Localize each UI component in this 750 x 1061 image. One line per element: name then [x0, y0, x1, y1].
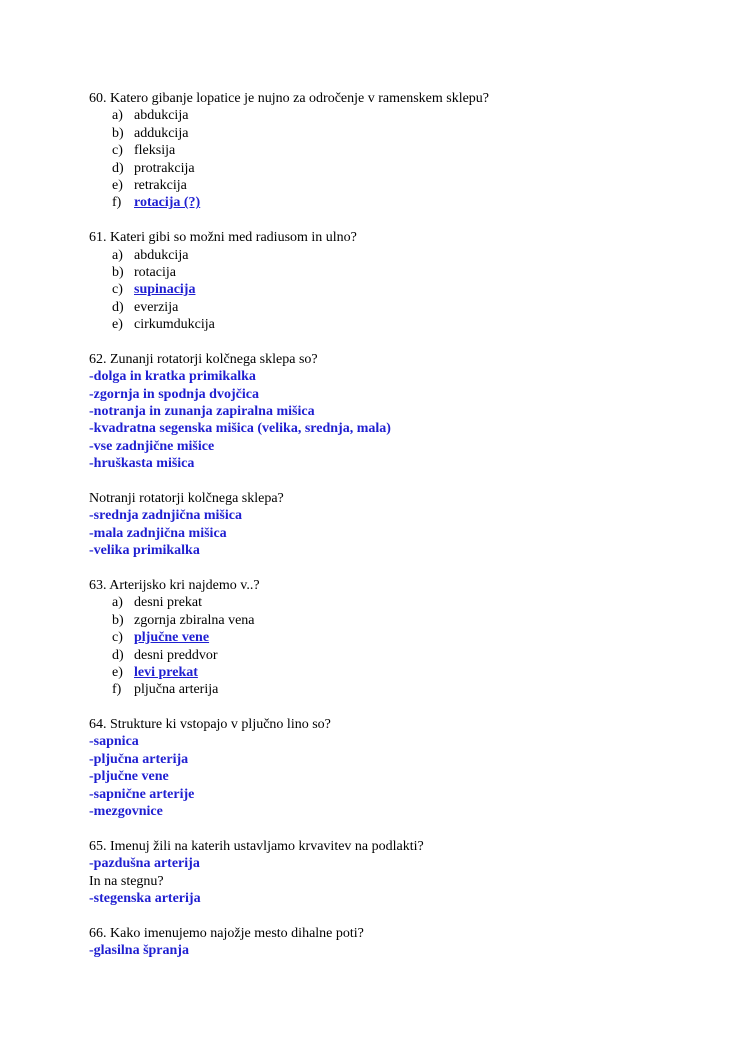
option-text: zgornja zbiralna vena — [134, 612, 255, 628]
option-letter: d) — [112, 299, 124, 315]
q63-option-f — [89, 681, 709, 698]
answer-line: -velika primikalka — [89, 543, 200, 559]
option-letter: d) — [112, 647, 124, 663]
q61-option-e — [89, 316, 709, 333]
option-text: retrakcija — [134, 177, 187, 193]
answer-line: -pljučne vene — [89, 769, 169, 785]
option-letter: c) — [112, 143, 123, 159]
option-text: abdukcija — [134, 247, 189, 263]
spacer — [89, 333, 709, 350]
option-letter: a) — [112, 108, 123, 124]
q60-option-f — [89, 194, 709, 211]
correct-answer-text: levi prekat — [134, 664, 198, 680]
option-letter: a) — [112, 247, 123, 263]
answer-line: -sapnične arterije — [89, 786, 195, 802]
q60-option-a — [89, 107, 709, 124]
answer-line: -sapnica — [89, 734, 139, 750]
question-65-sub: In na stegnu? — [89, 873, 164, 889]
spacer — [89, 699, 709, 716]
answer-line: -zgornja in spodnja dvojčica — [89, 386, 259, 402]
option-letter: c) — [112, 630, 123, 646]
question-65: 65. Imenuj žili na katerih ustavljamo krvavitev na podlakti? — [89, 838, 424, 854]
q61-option-d — [89, 299, 709, 316]
option-text: fleksija — [134, 143, 176, 159]
question-64: 64. Strukture ki vstopajo v pljučno lino so? — [89, 717, 331, 733]
answer-line: -glasilna špranja — [89, 943, 189, 959]
correct-answer-text: supinacija — [134, 282, 196, 298]
option-letter: e) — [112, 664, 123, 680]
option-letter: a) — [112, 595, 123, 611]
option-text: desni prekat — [134, 595, 203, 611]
option-letter: f) — [112, 195, 122, 211]
option-text: pljučna arterija — [134, 682, 219, 698]
answer-line: -srednja zadnjična mišica — [89, 508, 242, 524]
question-61: 61. Kateri gibi so možni med radiusom in ulno? — [89, 230, 357, 246]
answer-line: -notranja in zunanja zapiralna mišica — [89, 404, 315, 420]
spacer — [89, 560, 709, 577]
answer-line: -vse zadnjične mišice — [89, 438, 215, 454]
spacer — [89, 907, 709, 924]
q63-option-c — [89, 629, 709, 646]
answer-line: -dolga in kratka primikalka — [89, 369, 256, 385]
option-letter: d) — [112, 160, 124, 176]
q61-option-b — [89, 264, 709, 281]
answer-line: -stegenska arterija — [89, 890, 201, 906]
spacer — [89, 820, 709, 837]
option-text: desni preddvor — [134, 647, 218, 663]
answer-line: -kvadratna segenska mišica (velika, srednja, mala) — [89, 421, 391, 437]
option-text: protrakcija — [134, 160, 195, 176]
q61-option-a — [89, 247, 709, 264]
correct-answer-text: pljučne vene — [134, 630, 210, 646]
option-letter: e) — [112, 317, 123, 333]
option-letter: c) — [112, 282, 123, 298]
answer-line: -mezgovnice — [89, 804, 163, 820]
question-60: 60. Katero gibanje lopatice je nujno za odročenje v ramenskem sklepu? — [89, 91, 490, 106]
question-66: 66. Kako imenujemo najožje mesto dihalne poti? — [89, 925, 364, 941]
answer-line: -hruškasta mišica — [89, 456, 195, 472]
q63-option-e — [89, 664, 709, 681]
q60-option-e — [89, 177, 709, 194]
q63-option-a — [89, 594, 709, 611]
document-content — [89, 90, 709, 960]
option-letter: b) — [112, 125, 124, 141]
q60-option-d — [89, 160, 709, 177]
q63-option-b — [89, 612, 709, 629]
answer-line: -mala zadnjična mišica — [89, 525, 227, 541]
option-text: cirkumdukcija — [134, 317, 215, 333]
answer-line: -pazdušna arterija — [89, 856, 200, 872]
option-text: addukcija — [134, 125, 189, 141]
q60-option-c — [89, 142, 709, 159]
option-letter: f) — [112, 682, 122, 698]
q63-option-d — [89, 647, 709, 664]
question-63: 63. Arterijsko kri najdemo v..? — [89, 577, 260, 593]
option-letter: b) — [112, 264, 124, 280]
q60-option-b — [89, 125, 709, 142]
correct-answer-text: rotacija (?) — [134, 195, 201, 211]
option-text: everzija — [134, 299, 179, 315]
q61-option-c — [89, 281, 709, 298]
option-text: rotacija — [134, 264, 176, 280]
question-62-sub: Notranji rotatorji kolčnega sklepa? — [89, 490, 284, 506]
spacer — [89, 473, 709, 490]
answer-line: -pljučna arterija — [89, 751, 189, 767]
spacer — [89, 212, 709, 229]
option-letter: b) — [112, 612, 124, 628]
option-text: abdukcija — [134, 108, 189, 124]
option-letter: e) — [112, 177, 123, 193]
question-62: 62. Zunanji rotatorji kolčnega sklepa so? — [89, 351, 318, 367]
